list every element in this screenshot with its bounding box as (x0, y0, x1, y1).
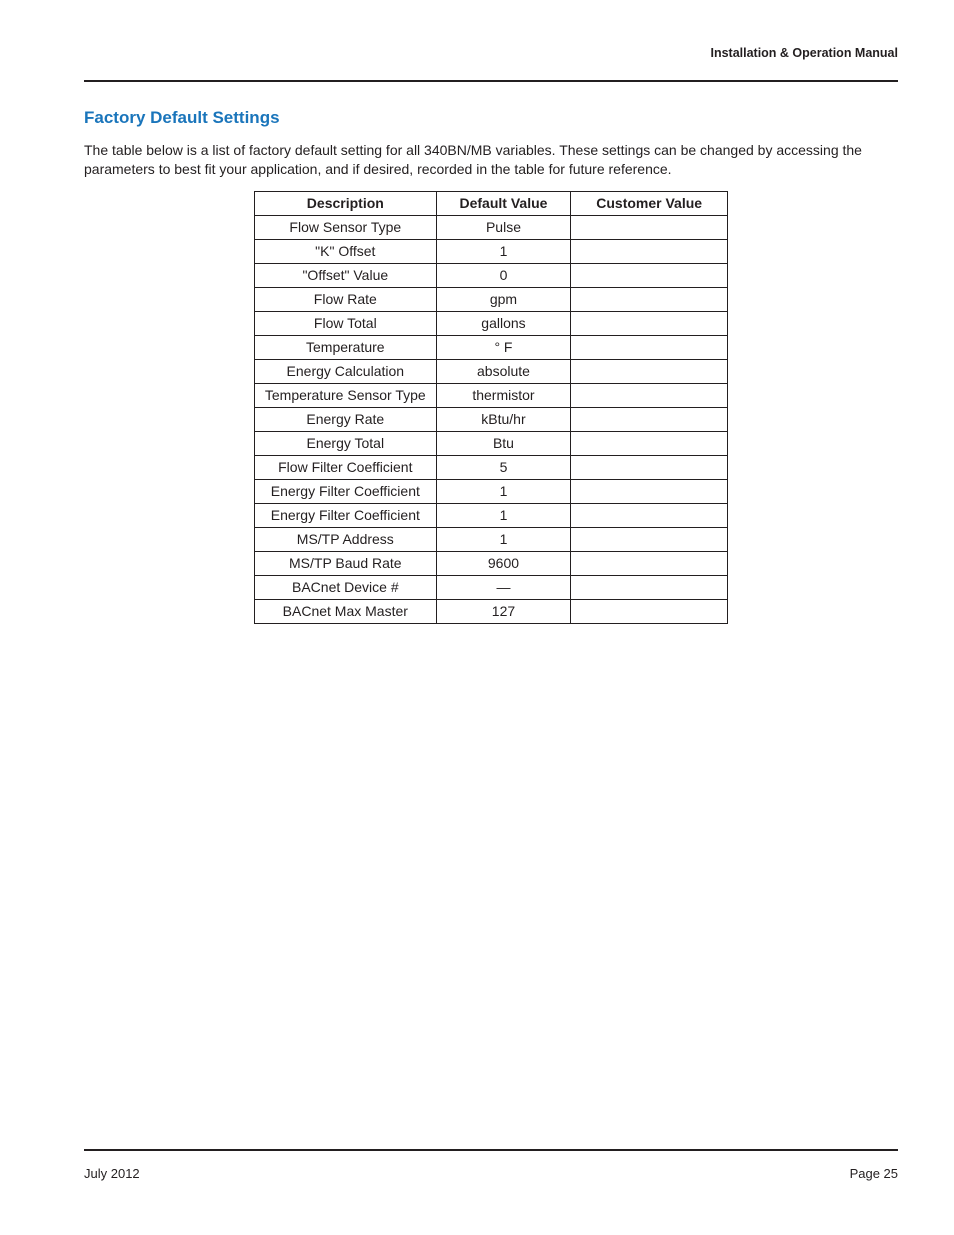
cell-default-value: Btu (436, 432, 571, 456)
header-description: Description (255, 192, 437, 216)
cell-customer-value (571, 528, 728, 552)
cell-customer-value (571, 312, 728, 336)
cell-customer-value (571, 504, 728, 528)
table-row (255, 432, 728, 456)
table-header-row (255, 192, 728, 216)
document-header-title: Installation & Operation Manual (710, 46, 898, 60)
table-row (255, 600, 728, 624)
table-row (255, 336, 728, 360)
cell-customer-value (571, 480, 728, 504)
cell-default-value: 1 (436, 480, 571, 504)
cell-description: "K" Offset (255, 240, 437, 264)
cell-customer-value (571, 576, 728, 600)
table-row (255, 480, 728, 504)
header-default-value: Default Value (436, 192, 571, 216)
cell-description: Temperature (255, 336, 437, 360)
section-title: Factory Default Settings (84, 108, 280, 127)
table-row (255, 504, 728, 528)
cell-default-value: gpm (436, 288, 571, 312)
cell-description: Flow Sensor Type (255, 216, 437, 240)
cell-customer-value (571, 240, 728, 264)
table-row (255, 216, 728, 240)
cell-customer-value (571, 432, 728, 456)
table-row (255, 384, 728, 408)
cell-description: Temperature Sensor Type (255, 384, 437, 408)
cell-description: Energy Filter Coefficient (255, 504, 437, 528)
cell-description: BACnet Max Master (255, 600, 437, 624)
cell-default-value: 1 (436, 528, 571, 552)
cell-customer-value (571, 384, 728, 408)
cell-description: BACnet Device # (255, 576, 437, 600)
footer-rule (84, 1149, 898, 1151)
cell-customer-value (571, 288, 728, 312)
cell-default-value: 1 (436, 240, 571, 264)
cell-customer-value (571, 408, 728, 432)
cell-description: Flow Rate (255, 288, 437, 312)
cell-customer-value (571, 336, 728, 360)
cell-default-value: absolute (436, 360, 571, 384)
table-row (255, 240, 728, 264)
cell-customer-value (571, 216, 728, 240)
cell-description: MS/TP Address (255, 528, 437, 552)
cell-default-value: kBtu/hr (436, 408, 571, 432)
cell-default-value: thermistor (436, 384, 571, 408)
cell-description: Flow Total (255, 312, 437, 336)
cell-customer-value (571, 600, 728, 624)
cell-description: Flow Filter Coefficient (255, 456, 437, 480)
cell-description: Energy Rate (255, 408, 437, 432)
cell-description: MS/TP Baud Rate (255, 552, 437, 576)
cell-customer-value (571, 264, 728, 288)
table-row (255, 408, 728, 432)
cell-description: Energy Calculation (255, 360, 437, 384)
cell-default-value: 1 (436, 504, 571, 528)
table-row (255, 552, 728, 576)
table-row (255, 288, 728, 312)
cell-default-value: — (436, 576, 571, 600)
table-row (255, 456, 728, 480)
cell-customer-value (571, 360, 728, 384)
cell-default-value: 9600 (436, 552, 571, 576)
cell-customer-value (571, 552, 728, 576)
table-row (255, 312, 728, 336)
cell-default-value: 0 (436, 264, 571, 288)
table-row (255, 360, 728, 384)
cell-description: Energy Filter Coefficient (255, 480, 437, 504)
intro-paragraph: The table below is a list of factory default setting for all 340BN/MB variables. These settings can be changed by accessing the parameters to best fit your application, and if desired, recorded in the table for future reference. (84, 142, 862, 177)
cell-default-value: 5 (436, 456, 571, 480)
factory-defaults-table (254, 191, 728, 624)
cell-description: "Offset" Value (255, 264, 437, 288)
table-row (255, 264, 728, 288)
footer-date: July 2012 (84, 1166, 140, 1181)
cell-default-value: Pulse (436, 216, 571, 240)
table-row (255, 576, 728, 600)
cell-default-value: 127 (436, 600, 571, 624)
cell-default-value: ° F (436, 336, 571, 360)
header-customer-value: Customer Value (571, 192, 728, 216)
footer-page-number: Page 25 (849, 1166, 898, 1181)
cell-description: Energy Total (255, 432, 437, 456)
header-rule (84, 80, 898, 82)
table-row (255, 528, 728, 552)
cell-default-value: gallons (436, 312, 571, 336)
cell-customer-value (571, 456, 728, 480)
